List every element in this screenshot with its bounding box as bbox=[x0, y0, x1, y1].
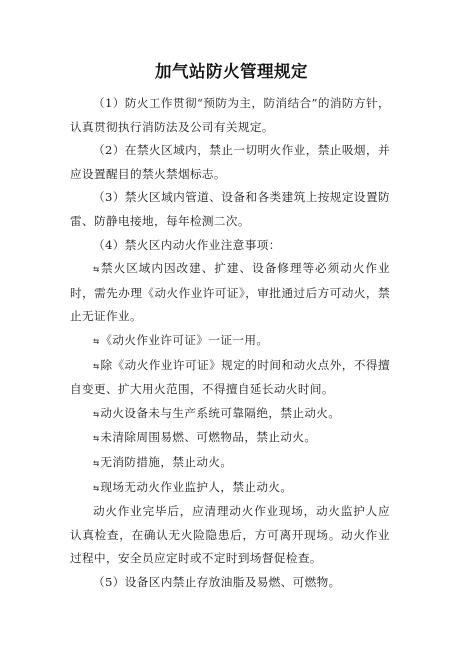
bullet-item-3 bbox=[70, 354, 390, 402]
paragraph-text: （4）禁火区内动火作业注意事项： bbox=[93, 237, 281, 252]
paragraph-4 bbox=[70, 234, 390, 258]
bullet-item-2 bbox=[70, 329, 390, 354]
paragraph-1 bbox=[70, 92, 390, 139]
paragraph-text: 动火设备未与生产系统可靠隔绝，禁止动火。 bbox=[100, 405, 341, 420]
bullet-icon: ⇆ bbox=[93, 482, 100, 494]
bullet-item-6 bbox=[70, 451, 390, 476]
paragraph-text: 未清除周围易燃、可燃物品，禁止动火。 bbox=[100, 430, 317, 445]
paragraph-6 bbox=[70, 571, 390, 595]
document-title: 加气站防火管理规定 bbox=[155, 62, 308, 81]
bullet-icon: ⇆ bbox=[93, 360, 100, 372]
paragraph-text: （1）防火工作贯彻“预防为主，防消结合”的消防方针，认真贯彻执行消防法及公司有关规定。 bbox=[70, 96, 390, 134]
paragraph-text: 除《动火作业许可证》规定的时间和动火点外，不得擅自变更、扩大用火范围，不得擅自延长动火时间。 bbox=[70, 357, 390, 397]
bullet-icon: ⇆ bbox=[93, 335, 100, 347]
bullet-item-1 bbox=[70, 257, 390, 329]
paragraph-2 bbox=[70, 139, 390, 186]
paragraph-5 bbox=[70, 500, 390, 571]
paragraph-text: （5）设备区内禁止存放油脂及易燃、可燃物。 bbox=[93, 574, 341, 589]
paragraph-text: 动火作业完毕后，应清理动火作业现场，动火监护人应认真检查，在确认无火险隐患后，方可离开现场。动火作业过程中，安全员应定时或不定时到场督促检查。 bbox=[70, 504, 390, 566]
bullet-icon: ⇆ bbox=[93, 264, 100, 276]
paragraph-text: 现场无动火作业监护人，禁止动火。 bbox=[100, 479, 293, 494]
document-body bbox=[70, 92, 390, 594]
bullet-icon: ⇆ bbox=[93, 457, 100, 469]
paragraph-text: （3）禁火区域内管道、设备和各类建筑上按规定设置防雷、防静电接地，每年检测二次。 bbox=[70, 190, 390, 228]
bullet-item-5 bbox=[70, 426, 390, 451]
bullet-item-7 bbox=[70, 476, 390, 501]
paragraph-text: （2）在禁火区域内，禁止一切明火作业，禁止吸烟，并应设置醒目的禁火禁烟标志。 bbox=[70, 143, 390, 181]
bullet-item-4 bbox=[70, 402, 390, 427]
bullet-icon: ⇆ bbox=[93, 408, 100, 420]
bullet-icon: ⇆ bbox=[93, 433, 100, 445]
paragraph-text: 无消防措施，禁止动火。 bbox=[100, 454, 233, 469]
paragraph-text: 《动火作业许可证》一证一用。 bbox=[100, 332, 269, 347]
paragraph-3 bbox=[70, 186, 390, 233]
paragraph-text: 禁火区域内因改建、扩建、设备修理等必须动火作业时，需先办理《动火作业许可证》，审批通过后方可动火，禁止无证作业。 bbox=[70, 261, 390, 324]
